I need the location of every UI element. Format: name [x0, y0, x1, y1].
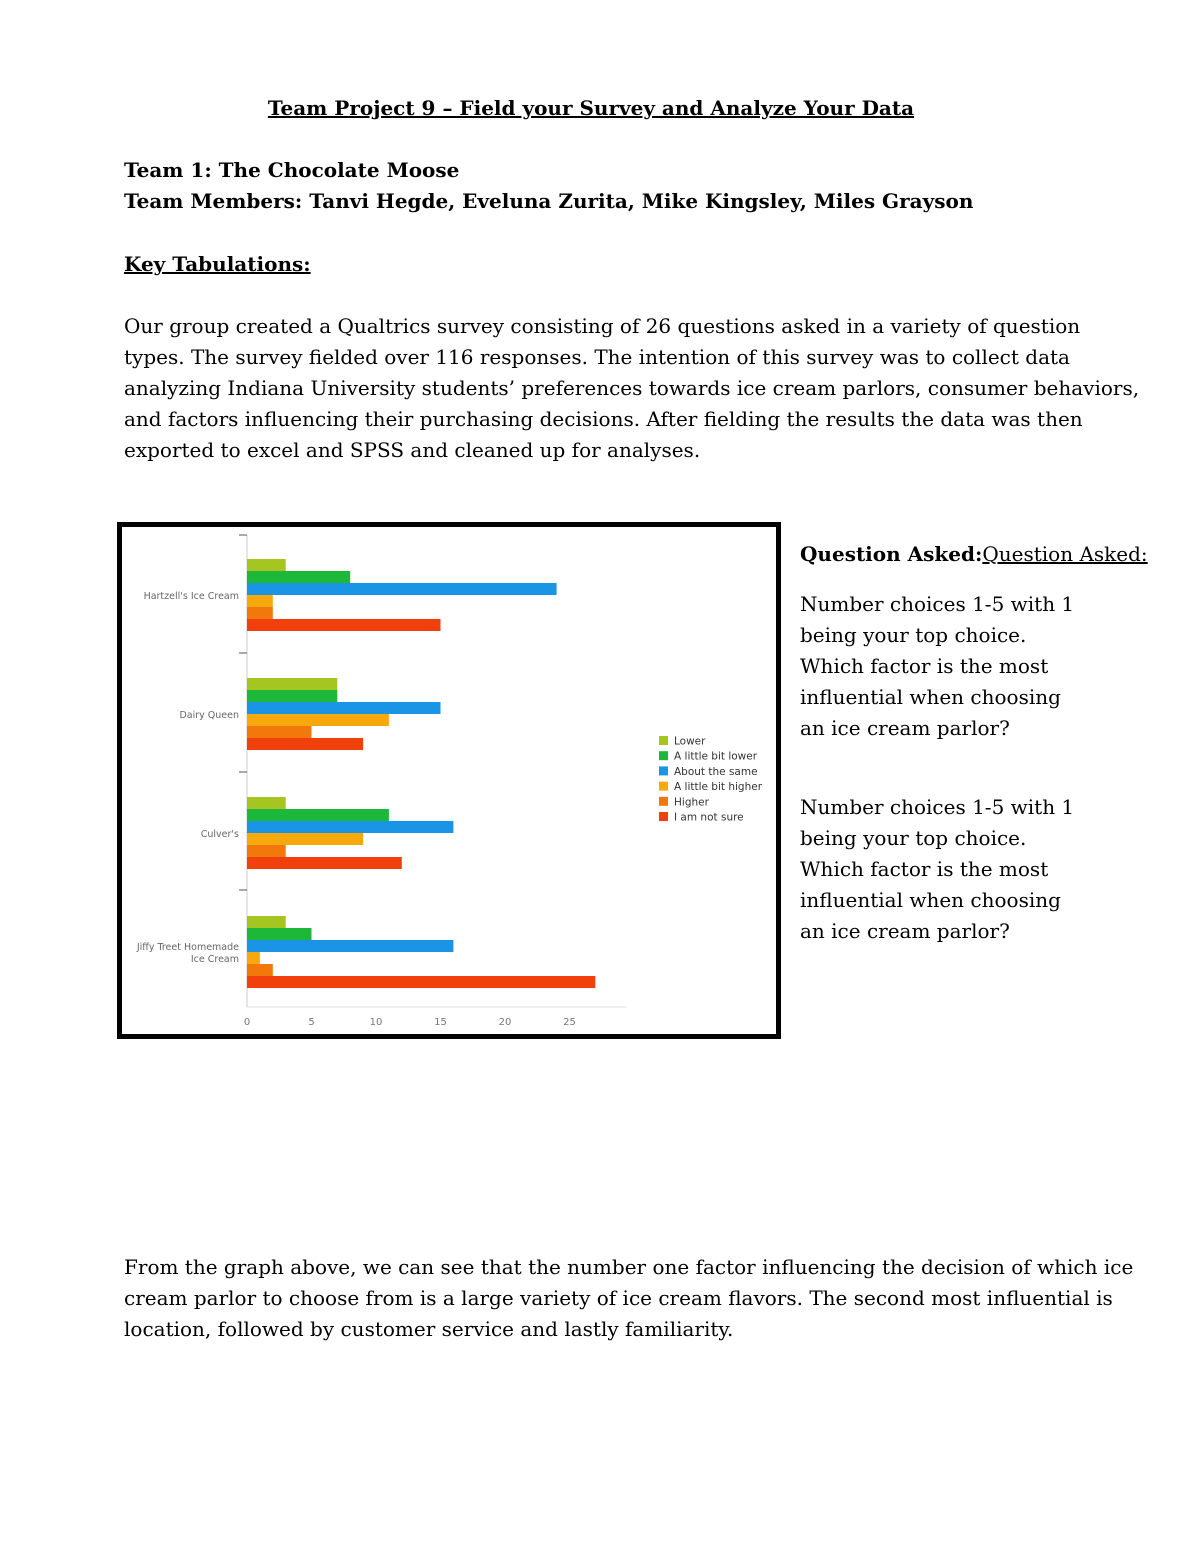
intro-line: analyzing Indiana University students’ preferences towards ice cream parlors, consumer behaviors,: [124, 376, 1140, 400]
bar: [247, 845, 286, 857]
bar: [247, 797, 286, 809]
legend-label: A little bit higher: [674, 781, 763, 794]
x-tick-label: 0: [243, 1017, 251, 1028]
legend-label: A little bit lower: [674, 750, 758, 763]
bar: [247, 595, 273, 607]
conclusion-line: From the graph above, we can see that the number one factor influencing the decision of which ice: [124, 1255, 1134, 1279]
team-members: Team Members: Tanvi Hegde, Eveluna Zurita, Mike Kingsley, Miles Grayson: [124, 189, 974, 213]
chart-frame: [117, 522, 781, 1039]
question-line: influential when choosing: [800, 685, 1061, 709]
bar: [247, 857, 402, 869]
bar: [247, 809, 389, 821]
question-line: Which factor is the most: [800, 857, 1049, 881]
bar: [247, 821, 453, 833]
question-asked-heading: [800, 540, 1160, 568]
bar: [247, 833, 363, 845]
bar: [247, 678, 337, 690]
bar: [247, 916, 286, 928]
legend-swatch: [659, 782, 668, 791]
document-title: Team Project 9 – Field your Survey and Analyze Your Data: [267, 96, 915, 120]
legend-swatch: [659, 766, 668, 775]
question-line: influential when choosing: [800, 888, 1061, 912]
conclusion-line: location, followed by customer service and lastly familiarity.: [124, 1317, 734, 1341]
bar: [247, 738, 363, 750]
intro-line: exported to excel and SPSS and cleaned up for analyses.: [124, 438, 701, 462]
legend-label: I am not sure: [674, 811, 744, 824]
question-text-2: [800, 792, 1160, 947]
question-line: being your top choice.: [800, 826, 1027, 850]
legend-label: Higher: [674, 796, 709, 809]
bar: [247, 583, 557, 595]
category-label: Dairy Queen: [179, 710, 239, 721]
category-label: Culver's: [200, 829, 239, 840]
bar: [247, 714, 389, 726]
bar: [247, 607, 273, 619]
question-panel: [800, 540, 1160, 947]
x-tick-label: 5: [308, 1017, 315, 1028]
bar: [247, 619, 441, 631]
question-text-1: [800, 589, 1160, 744]
x-tick-label: 15: [434, 1017, 447, 1028]
bar: [247, 976, 595, 988]
question-line: Number choices 1-5 with 1: [800, 592, 1075, 616]
legend-swatch: [659, 812, 668, 821]
question-line: an ice cream parlor?: [800, 919, 1010, 943]
bar: [247, 571, 350, 583]
bar: [247, 690, 337, 702]
intro-line: types. The survey fielded over 116 responses. The intention of this survey was to collect data: [124, 345, 1070, 369]
x-tick-label: 20: [498, 1017, 512, 1028]
question-line: Which factor is the most: [800, 654, 1049, 678]
section-heading-key-tabulations: Key Tabulations:: [124, 252, 311, 276]
conclusion-line: cream parlor to choose from is a large variety of ice cream flavors. The second most influential is: [124, 1286, 1113, 1310]
conclusion-paragraph: [124, 1252, 1133, 1345]
bar: [247, 940, 453, 952]
bar: [247, 964, 273, 976]
question-line: being your top choice.: [800, 623, 1027, 647]
bar-chart: [122, 527, 776, 1034]
category-label: Hartzell's Ice Cream: [143, 591, 239, 602]
x-tick-label: 25: [563, 1017, 576, 1028]
legend-label: Lower: [674, 735, 706, 748]
legend-swatch: [659, 751, 668, 760]
legend-swatch: [659, 797, 668, 806]
legend-label: About the same: [674, 765, 758, 778]
intro-paragraph: [124, 311, 1139, 466]
question-asked-label-underlined: Question Asked:: [982, 542, 1148, 566]
category-label: Jiffy Treet Homemade: [136, 942, 239, 953]
question-line: an ice cream parlor?: [800, 716, 1010, 740]
bar: [247, 559, 286, 571]
legend-swatch: [659, 736, 668, 745]
bar: [247, 952, 260, 964]
x-tick-label: 10: [369, 1017, 383, 1028]
question-line: Number choices 1-5 with 1: [800, 795, 1075, 819]
category-label: Ice Cream: [190, 954, 239, 965]
question-asked-label: Question Asked:: [800, 542, 983, 566]
bar: [247, 726, 312, 738]
bar: [247, 702, 441, 714]
bar: [247, 928, 312, 940]
team-name: Team 1: The Chocolate Moose: [124, 158, 460, 182]
intro-line: Our group created a Qualtrics survey consisting of 26 questions asked in a variety of question: [124, 314, 1081, 338]
intro-line: and factors influencing their purchasing decisions. After fielding the results the data was then: [124, 407, 1083, 431]
